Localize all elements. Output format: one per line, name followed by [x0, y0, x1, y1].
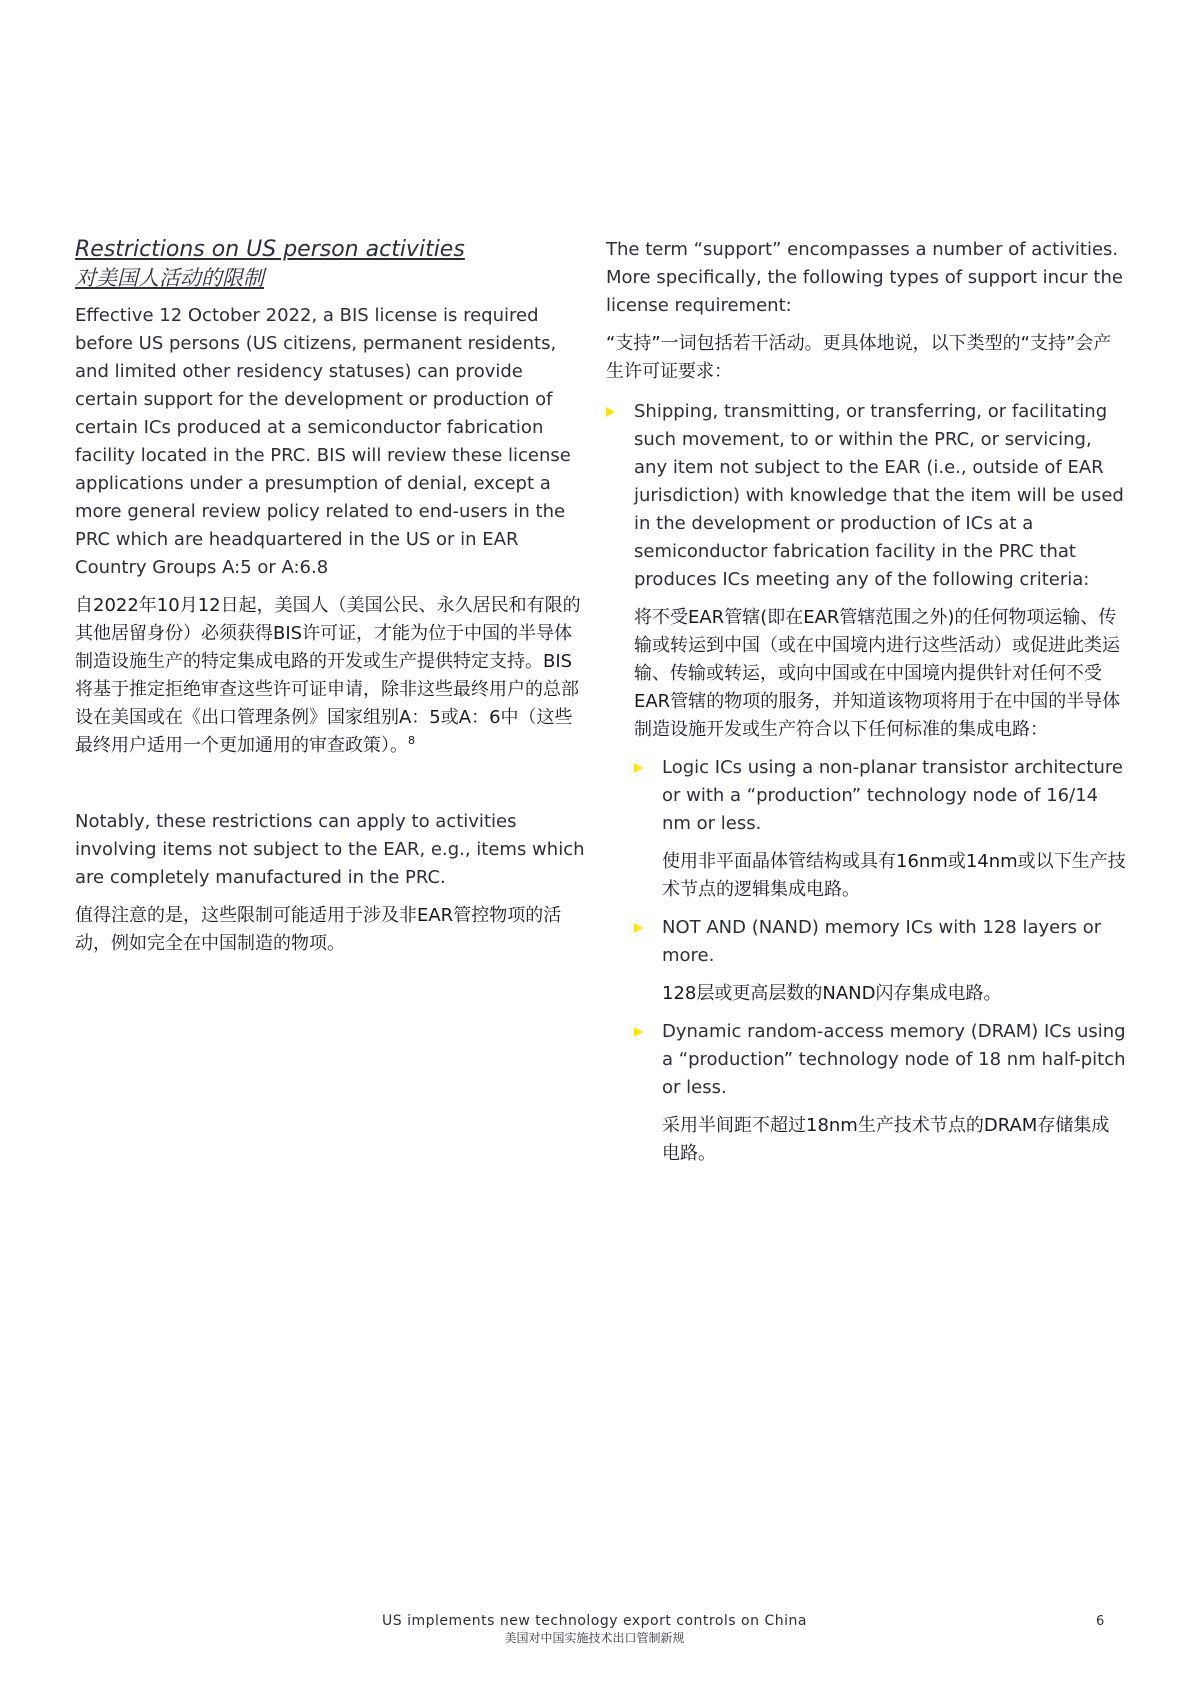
intro-zh: “支持”一词包括若干活动。更具体地说，以下类型的“支持”会产生许可证要求：	[606, 333, 1112, 382]
sub-bullet-zh: 使用非平面晶体管结构或具有16nm或14nm或以下生产技术节点的逻辑集成电路。	[662, 851, 1126, 900]
intro-en: The term “support” encompasses a number of activities. More specifically, the following types of support incur the license requirement:	[606, 239, 1123, 316]
page-number: 6	[1096, 1614, 1105, 1629]
sub-bullet-zh: 128层或更高层数的NAND闪存集成电路。	[662, 983, 1002, 1004]
paragraph-2-en: Notably, these restrictions can apply to activities involving items not subject to the EAR, e.g., items which are completely manufactured in the PRC.	[75, 811, 585, 888]
list-item	[634, 754, 1126, 904]
sub-list	[634, 754, 1126, 1168]
paragraph-1-en: Effective 12 October 2022, a BIS license is required before US persons (US citizens, permanent residents, and limited other residency statuses) can provide certain support for the development or production of certain ICs produced at a semiconductor fabrication facility located in the PRC. BIS will review these license applications under a presumption of denial, except a more general review policy related to end-users in the PRC which are headquartered in the US or in EAR Country Groups A:5 or A:6.8	[75, 305, 571, 578]
footnote-ref[interactable]: 8	[408, 734, 415, 747]
list-item	[634, 914, 1126, 1008]
paragraph-1-zh: 自2022年10月12日起，美国人（美国公民、永久居民和有限的其他居留身份）必须获得BIS许可证，才能为位于中国的半导体制造设施生产的特定集成电路的开发或生产提供特定支持。BIS将基于推定拒绝审查这些许可证申请，除非这些最终用户的总部设在美国或在《出口管理条例》国家组别A：5或A：6中（这些最终用户适用一个更加通用的审查政策）。$^8$	[75, 595, 581, 756]
list-item	[606, 398, 1126, 1168]
paragraph-2-zh: 值得注意的是，这些限制可能适用于涉及非EAR管控物项的活动，例如完全在中国制造的物项。	[75, 905, 562, 954]
footnote-ref[interactable]: 8	[316, 557, 329, 578]
bullet-triangle-icon	[634, 763, 643, 773]
sub-bullet-zh: 采用半间距不超过18nm生产技术节点的DRAM存储集成电路。	[662, 1115, 1110, 1164]
sub-bullet-en: Dynamic random-access memory (DRAM) ICs using a “production” technology node of 18 nm half-pitch or less.	[662, 1021, 1126, 1098]
spacer	[75, 770, 585, 808]
bullet-1-zh: 将不受EAR管辖(即在EAR管辖范围之外)的任何物项运输、传输或转运到中国（或在中国境内进行这些活动）或促进此类运输、传输或转运，或向中国或在中国境内提供针对任何不受EAR管辖的物项的服务，并知道该物项将用于在中国的半导体制造设施开发或生产符合以下任何标准的集成电路：	[634, 607, 1121, 740]
footer-title-zh: 美国对中国实施技术出口管制新规	[504, 1631, 685, 1645]
section-heading-zh: 对美国人活动的限制	[75, 266, 264, 290]
list-item	[634, 1018, 1126, 1168]
sub-bullet-en: NOT AND (NAND) memory ICs with 128 layers or more.	[662, 917, 1102, 966]
bullet-1-en: Shipping, transmitting, or transferring, or facilitating such movement, to or within the PRC, or servicing, any item not subject to the EAR (i.e., outside of EAR jurisdiction) with knowledge that the item will be used in the development or production of ICs at a semiconductor fabrication facility in the PRC that produces ICs meeting any of the following criteria:	[634, 401, 1124, 590]
page-footer	[0, 1612, 1189, 1646]
right-column	[606, 236, 1126, 1178]
left-column	[75, 236, 585, 968]
bullet-triangle-icon	[634, 923, 643, 933]
bullet-triangle-icon	[606, 407, 615, 417]
bullet-triangle-icon	[634, 1027, 643, 1037]
section-heading-en: Restrictions on US person activities	[75, 237, 465, 262]
sub-bullet-en: Logic ICs using a non-planar transistor architecture or with a “production” technology node of 16/14 nm or less.	[662, 757, 1123, 834]
footer-title-en: US implements new technology export controls on China	[382, 1613, 807, 1629]
